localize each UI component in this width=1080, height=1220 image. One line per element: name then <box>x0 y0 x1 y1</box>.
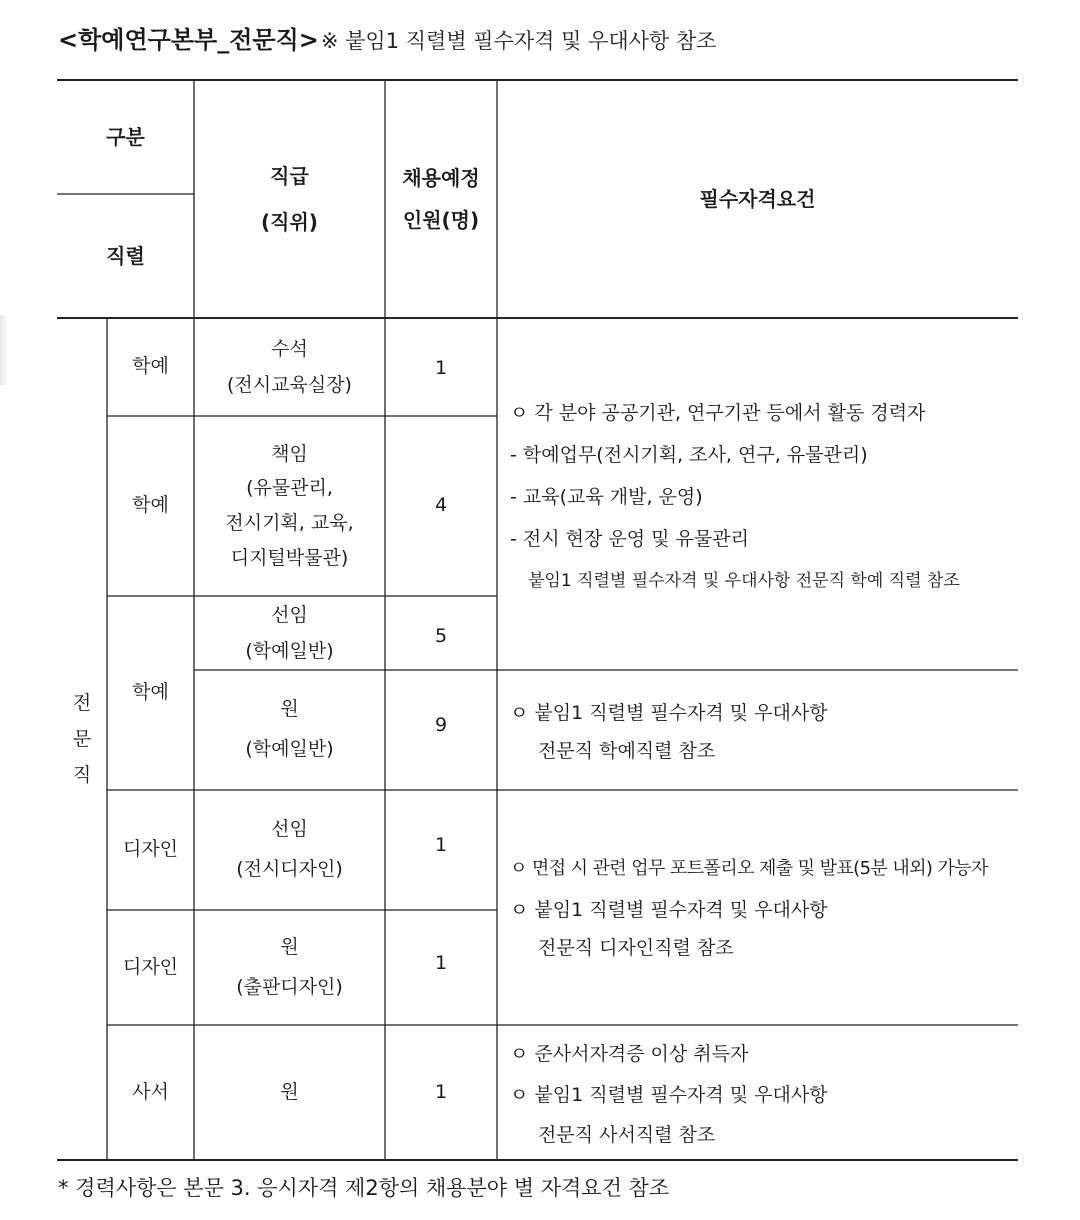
rank-position: 전시기획, 교육, <box>225 512 354 534</box>
rank-cell <box>194 910 385 1025</box>
series-cell <box>107 416 194 596</box>
count-cell <box>385 1025 497 1160</box>
header-category-text: 구분 <box>106 124 145 149</box>
series-text: 학예 <box>132 355 169 377</box>
header-series <box>57 194 194 318</box>
requirement-line: ㅇ 붙임1 직렬별 필수자격 및 우대사항 <box>510 701 828 724</box>
group-label-char: 직 <box>72 764 92 787</box>
series-cell <box>107 596 194 790</box>
header-rank <box>194 80 385 318</box>
rank-position: (학예일반) <box>245 738 334 760</box>
footnote: * 경력사항은 본문 3. 응시자격 제2항의 채용분야 별 자격요건 참조 <box>58 1176 670 1200</box>
rank-cell <box>194 596 385 670</box>
count-cell <box>385 416 497 596</box>
count-text: 1 <box>434 951 448 974</box>
requirement-line: 전문직 사서직렬 참조 <box>538 1123 716 1146</box>
rank-title: 선임 <box>271 818 308 841</box>
requirement-line: ㅇ 면접 시 관련 업무 포트폴리오 제출 및 발표(5분 내외) 가능자 <box>510 858 988 879</box>
series-text: 디자인 <box>122 838 179 861</box>
requirement-line: - 전시 현장 운영 및 유물관리 <box>510 527 749 550</box>
rank-position: (전시디자인) <box>236 858 343 880</box>
count-text: 1 <box>434 1080 448 1103</box>
count-text: 9 <box>434 714 448 737</box>
rank-position: 디지털박물관) <box>230 546 349 569</box>
header-rank-line2: (직위) <box>261 210 318 234</box>
count-text: 5 <box>434 625 448 648</box>
rank-title: 원 <box>280 1080 299 1103</box>
count-cell <box>385 670 497 790</box>
rank-cell <box>194 1025 385 1160</box>
header-series-text: 직렬 <box>106 243 145 268</box>
requirement-line: - 학예업무(전시기획, 조사, 연구, 유물관리) <box>510 443 868 466</box>
group-label-char: 전 <box>72 691 92 714</box>
count-cell <box>385 596 497 670</box>
series-cell <box>107 910 194 1025</box>
header-count-line1: 채용예정 <box>402 166 480 190</box>
series-cell <box>107 1025 194 1160</box>
count-text: 4 <box>434 494 448 517</box>
requirement-block <box>510 694 828 770</box>
rank-title: 수석 <box>271 337 308 360</box>
title-note: ※ 붙임1 직렬별 필수자격 및 우대사항 참조 <box>320 29 717 53</box>
header-category <box>57 80 194 194</box>
rank-cell <box>194 318 385 416</box>
requirement-line: ㅇ 준사서자격증 이상 취득자 <box>510 1042 749 1065</box>
rank-position: (학예일반) <box>245 640 334 662</box>
rank-position: (전시교육실장) <box>227 374 352 396</box>
header-rank-line1: 직급 <box>270 164 309 188</box>
header-requirements <box>497 80 1018 318</box>
series-cell <box>107 318 194 416</box>
group-label <box>57 318 107 1160</box>
requirement-block <box>510 848 988 966</box>
rank-position: (유물관리, <box>246 477 333 500</box>
rank-title: 선임 <box>271 603 308 626</box>
count-cell <box>385 318 497 416</box>
header-count-line2: 인원(명) <box>402 208 480 232</box>
requirement-line: ㅇ 붙임1 직렬별 필수자격 및 우대사항 <box>510 898 828 921</box>
series-text: 사서 <box>132 1080 169 1103</box>
rank-cell <box>194 790 385 910</box>
rank-title: 책임 <box>271 442 308 465</box>
count-text: 1 <box>434 834 448 857</box>
group-label-char: 문 <box>72 727 92 750</box>
series-text: 학예 <box>132 494 169 517</box>
count-text: 1 <box>434 357 448 379</box>
header-count <box>385 80 497 318</box>
rank-cell <box>194 670 385 790</box>
requirement-line: 붙임1 직렬별 필수자격 및 우대사항 전문직 학예 직렬 참조 <box>528 570 960 591</box>
requirement-line: ㅇ 붙임1 직렬별 필수자격 및 우대사항 <box>510 1083 828 1106</box>
requirement-line: 전문직 디자인직렬 참조 <box>538 936 734 959</box>
requirement-block <box>510 392 960 602</box>
count-cell <box>385 790 497 910</box>
rank-position: (출판디자인) <box>236 975 343 998</box>
count-cell <box>385 910 497 1025</box>
rank-cell <box>194 416 385 596</box>
rank-title: 원 <box>280 698 299 721</box>
series-text: 디자인 <box>122 955 179 978</box>
requirement-block <box>510 1034 828 1154</box>
title-main: <학예연구본부_전문직> <box>58 26 319 54</box>
series-text: 학예 <box>132 681 169 704</box>
series-cell <box>107 790 194 910</box>
requirement-line: 전문직 학예직렬 참조 <box>538 739 716 762</box>
requirement-line: - 교육(교육 개발, 운영) <box>510 485 703 508</box>
header-requirements-text: 필수자격요건 <box>699 186 816 211</box>
rank-title: 원 <box>280 935 299 958</box>
requirement-line: ㅇ 각 분야 공공기관, 연구기관 등에서 활동 경력자 <box>510 401 926 424</box>
